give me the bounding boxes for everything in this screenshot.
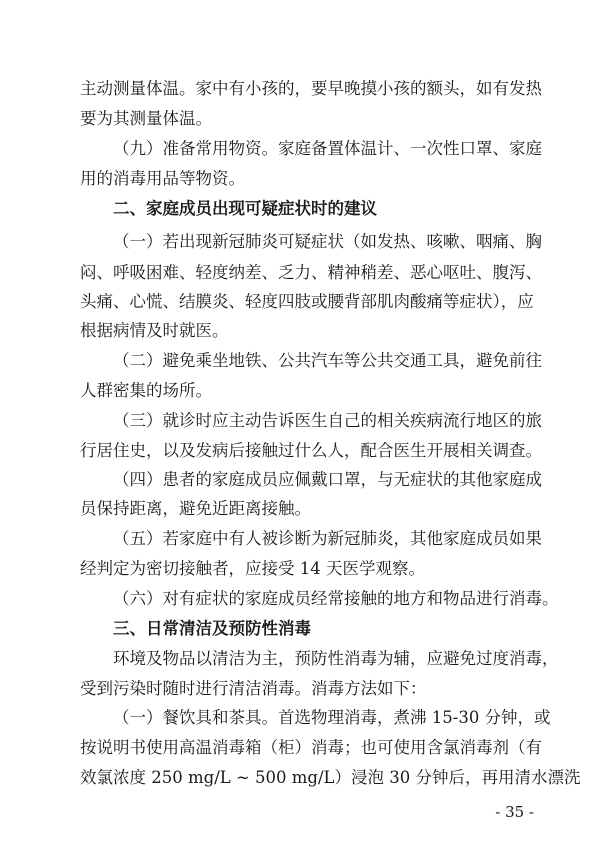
- paragraph-intro: 环境及物品以清洁为主，预防性消毒为辅，应避免过度消毒，: [113, 649, 559, 668]
- body-line: 主动测量体温。家中有小孩的，要早晚摸小孩的额头，如有发热: [80, 79, 542, 98]
- body-line: 闷、呼吸困难、轻度纳差、乏力、精神稍差、恶心呕吐、腹泻、: [80, 263, 542, 282]
- body-line: 根据病情及时就医。: [80, 321, 229, 340]
- section-heading-three: 三、日常清洁及预防性消毒: [113, 619, 311, 638]
- body-line: 用的消毒用品等物资。: [80, 169, 245, 188]
- body-line: 按说明书使用高温消毒箱（柜）消毒；也可使用含氯消毒剂（有: [80, 738, 542, 757]
- page-number: - 35 -: [495, 803, 534, 821]
- item-two: （二）避免乘坐地铁、公共汽车等公共交通工具，避免前往: [113, 351, 542, 370]
- body-line: 受到污染时随时进行清洁消毒。消毒方法如下：: [80, 679, 427, 698]
- item-five: （五）若家庭中有人被诊断为新冠肺炎，其他家庭成员如果: [113, 529, 542, 548]
- item-nine: （九）准备常用物资。家庭备置体温计、一次性口罩、家庭: [113, 139, 542, 158]
- body-line: 头痛、心慌、结膜炎、轻度四肢或腰背部肌肉酸痛等症状），应: [80, 292, 534, 311]
- body-line: 人群密集的场所。: [80, 381, 212, 400]
- item-six: （六）对有症状的家庭成员经常接触的地方和物品进行消毒。: [113, 589, 559, 608]
- item-four: （四）患者的家庭成员应佩戴口罩，与无症状的其他家庭成: [113, 470, 542, 489]
- body-line: 经判定为密切接触者，应接受 14 天医学观察。: [80, 559, 425, 578]
- body-line: 要为其测量体温。: [80, 109, 212, 128]
- body-line: 员保持距离，避免近距离接触。: [80, 499, 311, 518]
- item-one: （一）若出现新冠肺炎可疑症状（如发热、咳嗽、咽痛、胸: [113, 232, 542, 251]
- body-line: 行居住史，以及发病后接触过什么人，配合医生开展相关调查。: [80, 441, 542, 460]
- section-heading-two: 二、家庭成员出现可疑症状时的建议: [113, 199, 377, 218]
- body-line: 效氯浓度 250 mg/L ~ 500 mg/L）浸泡 30 分钟后，再用清水漂洗: [80, 768, 581, 787]
- item-three: （三）就诊时应主动告诉医生自己的相关疾病流行地区的旅: [113, 411, 542, 430]
- item-one-tableware: （一）餐饮具和茶具。首选物理消毒，煮沸 15-30 分钟，或: [113, 708, 551, 727]
